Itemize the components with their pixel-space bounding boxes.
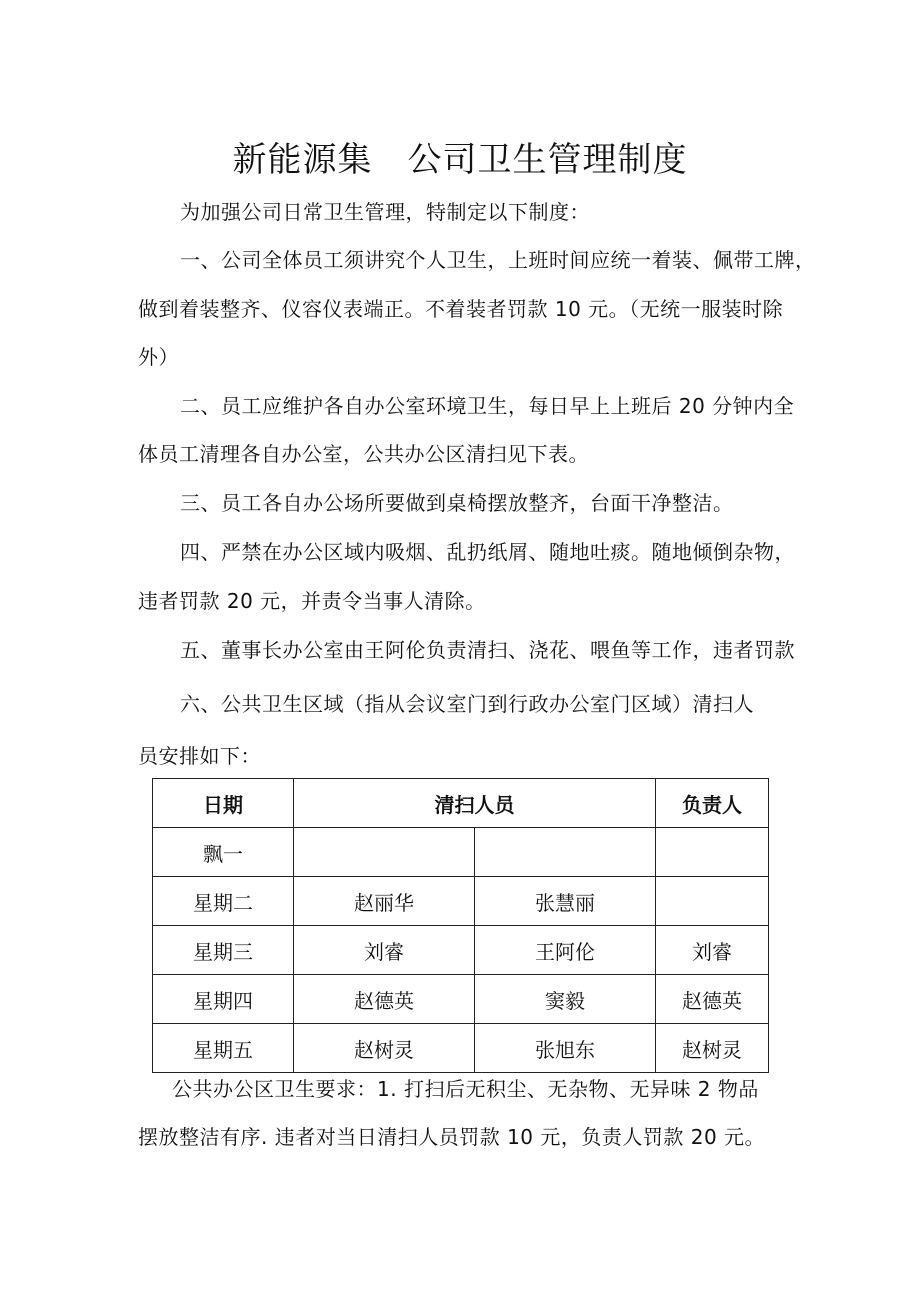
cell-cleaner-1: 赵德英 <box>294 975 475 1024</box>
requirements-line-1: 公共办公区卫生要求：1. 打扫后无积尘、无杂物、无异味 2 物品 <box>172 1077 759 1101</box>
cleaning-schedule-table <box>152 778 769 1073</box>
rule-1-line-3: 外） <box>138 345 179 369</box>
cell-cleaner-2: 张旭东 <box>475 1024 656 1073</box>
cell-cleaner-2: 王阿伦 <box>475 926 656 975</box>
page-title: 新能源集 公司卫生管理制度 <box>232 140 688 180</box>
rule-6-line-1: 六、公共卫生区域（指从会议室门到行政办公室门区域）清扫人 <box>180 692 754 716</box>
cell-cleaner-1: 刘睿 <box>294 926 475 975</box>
cell-owner: 赵德英 <box>656 975 769 1024</box>
header-owner: 负责人 <box>656 779 769 828</box>
table-header-row <box>153 779 769 828</box>
cell-cleaner-2 <box>475 828 656 877</box>
cell-day: 星期五 <box>153 1024 294 1073</box>
cell-owner <box>656 877 769 926</box>
rule-2-line-1: 二、员工应维护各自办公室环境卫生，每日早上上班后 20 分钟内全 <box>180 394 795 418</box>
rule-1-line-1: 一、公司全体员工须讲究个人卫生，上班时间应统一着装、佩带工牌， <box>180 248 816 272</box>
rule-1-line-2: 做到着装整齐、仪容仪表端正。不着装者罚款 10 元。（无统一服装时除 <box>138 297 784 321</box>
cell-owner: 刘睿 <box>656 926 769 975</box>
cell-day: 飘一 <box>153 828 294 877</box>
table-row <box>153 926 769 975</box>
rule-2-line-2: 体员工清理各自办公室，公共办公区清扫见下表。 <box>138 442 589 466</box>
header-date: 日期 <box>153 779 294 828</box>
table-row <box>153 1024 769 1073</box>
intro-paragraph: 为加强公司日常卫生管理，特制定以下制度： <box>180 200 590 224</box>
cell-cleaner-1 <box>294 828 475 877</box>
cell-cleaner-2: 窦毅 <box>475 975 656 1024</box>
cell-day: 星期四 <box>153 975 294 1024</box>
cell-owner: 赵树灵 <box>656 1024 769 1073</box>
requirements-line-2: 摆放整洁有序. 违者对当日清扫人员罚款 10 元，负责人罚款 20 元。 <box>138 1125 766 1149</box>
cell-cleaner-1: 赵丽华 <box>294 877 475 926</box>
header-cleaners: 清扫人员 <box>294 779 656 828</box>
rule-3: 三、员工各自办公场所要做到桌椅摆放整齐，台面干净整洁。 <box>180 491 734 515</box>
cell-cleaner-1: 赵树灵 <box>294 1024 475 1073</box>
table-row <box>153 975 769 1024</box>
cell-owner <box>656 828 769 877</box>
cell-day: 星期二 <box>153 877 294 926</box>
rule-5: 五、董事长办公室由王阿伦负责清扫、浇花、喂鱼等工作，违者罚款 <box>180 638 795 662</box>
rule-4-line-1: 四、严禁在办公区域内吸烟、乱扔纸屑、随地吐痰。随地倾倒杂物， <box>180 540 795 564</box>
table-row <box>153 877 769 926</box>
rule-6-line-2: 员安排如下： <box>138 744 261 768</box>
rule-4-line-2: 违者罚款 20 元，并责令当事人清除。 <box>138 589 486 613</box>
cell-cleaner-2: 张慧丽 <box>475 877 656 926</box>
cell-day: 星期三 <box>153 926 294 975</box>
table-row <box>153 828 769 877</box>
